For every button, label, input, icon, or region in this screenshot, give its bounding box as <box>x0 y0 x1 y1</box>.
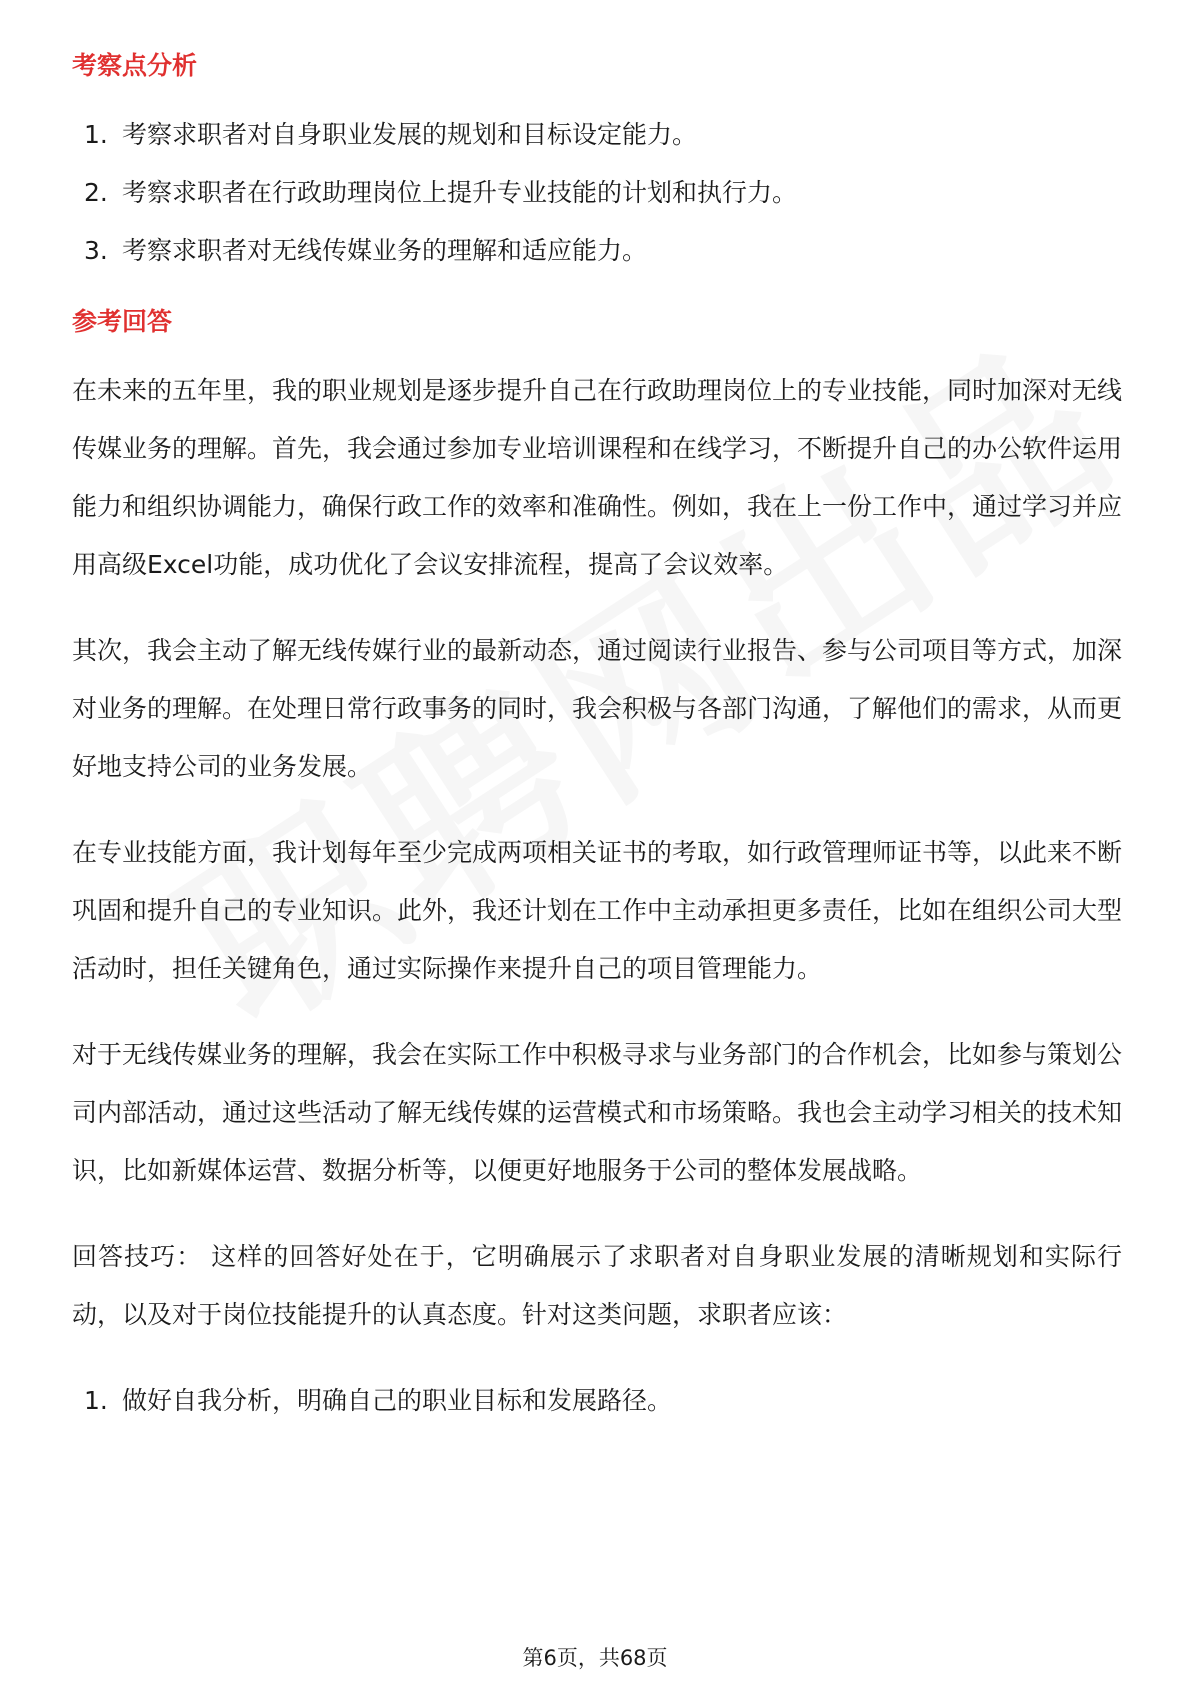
section-title-answer: 参考回答 <box>72 307 173 336</box>
list-item-number: 1. <box>84 1386 108 1415</box>
section-title-analysis: 考察点分析 <box>72 51 198 80</box>
list-item <box>72 222 1122 280</box>
list-item-text: 做好自我分析，明确自己的职业目标和发展路径。 <box>122 1386 673 1415</box>
answer-paragraph-2: 其次，我会主动了解无线传媒行业的最新动态，通过阅读行业报告、参与公司项目等方式，加深对业务的理解。在处理日常行政事务的同时，我会积极与各部门沟通，了解他们的需求，从而更好地支持公司的业务发展。 <box>72 636 1123 781</box>
list-item-number: 1. <box>84 120 108 149</box>
list-item-text: 考察求职者在行政助理岗位上提升专业技能的计划和执行力。 <box>122 178 798 207</box>
list-item-text: 考察求职者对无线传媒业务的理解和适应能力。 <box>122 236 648 265</box>
list-item-number: 3. <box>84 236 108 265</box>
tips-list <box>72 1372 1122 1430</box>
analysis-list <box>72 106 1122 280</box>
answer-paragraph-1: 在未来的五年里，我的职业规划是逐步提升自己在行政助理岗位上的专业技能，同时加深对无线传媒业务的理解。首先，我会通过参加专业培训课程和在线学习，不断提升自己的办公软件运用能力和组织协调能力，确保行政工作的效率和准确性。例如，我在上一份工作中，通过学习并应用高级Excel功能，成功优化了会议安排流程，提高了会议效率。 <box>72 376 1123 579</box>
answer-tips-paragraph: 回答技巧： 这样的回答好处在于，它明确展示了求职者对自身职业发展的清晰规划和实际行动，以及对于岗位技能提升的认真态度。针对这类问题，求职者应该： <box>72 1242 1122 1329</box>
answer-paragraph-4: 对于无线传媒业务的理解，我会在实际工作中积极寻求与业务部门的合作机会，比如参与策划公司内部活动，通过这些活动了解无线传媒的运营模式和市场策略。我也会主动学习相关的技术知识，比如新媒体运营、数据分析等，以便更好地服务于公司的整体发展战略。 <box>72 1040 1123 1185</box>
page-number-footer: 第6页，共68页 <box>522 1646 668 1670</box>
list-item-number: 2. <box>84 178 108 207</box>
answer-paragraph-3: 在专业技能方面，我计划每年至少完成两项相关证书的考取，如行政管理师证书等，以此来不断巩固和提升自己的专业知识。此外，我还计划在工作中主动承担更多责任，比如在组织公司大型活动时，担任关键角色，通过实际操作来提升自己的项目管理能力。 <box>72 838 1123 983</box>
page-content <box>72 46 1122 1430</box>
list-item <box>72 1372 1122 1430</box>
list-item <box>72 106 1122 164</box>
list-item <box>72 164 1122 222</box>
list-item-text: 考察求职者对自身职业发展的规划和目标设定能力。 <box>122 120 698 149</box>
